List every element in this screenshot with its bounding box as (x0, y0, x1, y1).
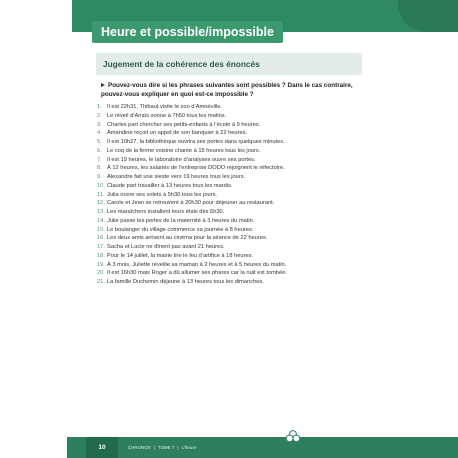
list-item: 1. Il est 22h31, Thibaut visite le zoo d’Amnéville. (97, 104, 222, 110)
list-item: 7. Il est 19 heures, le laboratoire d’analyses ouvre ses portes. (97, 156, 256, 163)
list-item: 6. Le coq de la ferme voisine chante à 15 heures tous les jours. (97, 147, 261, 154)
statement-list (97, 103, 287, 287)
question-line-1: Pouvez-vous dire si les phrases suivantes sont possibles ? Dans le cas contraire, (108, 82, 353, 89)
bullet-triangle-icon (101, 83, 105, 87)
footer-band (67, 437, 458, 458)
list-item: 14. Julie passe les portes de la maternité à 3 heures du matin. (97, 217, 255, 224)
list-item: 20. Il est 16h30 mais Roger a dû allumer ses phares car la nuit est tombée. (97, 270, 287, 277)
list-item: 10. Claude part travailler à 13 heures tous les mardis. (97, 182, 233, 189)
list-item: 17. Sacha et Lucie ne dînent pas avant 21 heures. (97, 244, 225, 250)
section-title: Jugement de la cohérence des énoncés (103, 59, 260, 69)
footer-subject: L’heure (181, 445, 197, 450)
list-item: 16. Les deux amis arrivent au cinéma pour la séance de 22 heures. (97, 235, 268, 242)
question-text (101, 81, 371, 99)
list-item: 5. Il est 10h27, la bibliothèque ouvrira ses portes dans quelques minutes. (97, 139, 285, 145)
list-item: 19. À 3 mois, Juliette réveille sa maman à 2 heures et à 5 heures du matin. (97, 261, 287, 268)
list-item: 21. La famille Duchemin déjeune à 13 heures tous les dimanches. (97, 279, 264, 285)
question-line-2: pouvez-vous expliquer en quoi est-ce impossible ? (101, 91, 254, 98)
list-item: 18. Pour le 14 juillet, la mairie tire le feu d’artifice à 18 heures. (97, 252, 254, 259)
list-item: 4. Amandine reçoit un appel de son banquier à 22 heures. (97, 130, 248, 137)
list-item: 13. Les maraîchers installent leurs étals dès 6h30. (97, 209, 225, 215)
list-item: 11. Julia ouvre ses volets à 5h30 tous les jours. (97, 191, 218, 198)
list-item: 3. Charles part chercher ses petits-enfants à l’école à 9 heures. (97, 121, 261, 128)
list-item: 2. Le réveil d’Anaïs sonne à 7h50 tous les matins. (97, 112, 227, 119)
list-item: 12. Carole et Jean se retrouvent à 20h30 pour déjeuner au restaurant. (97, 200, 275, 207)
page-number: 10 (86, 437, 118, 458)
footer-tome: TOME 7 (157, 445, 175, 450)
list-item: 15. Le boulanger du village commence sa journée à 8 heures. (97, 226, 254, 233)
footer-running-title: CHRONOS | TOME 7 | L’heure (128, 445, 197, 450)
footer-series: CHRONOS (128, 445, 151, 450)
page-title: Heure et possible/impossible (92, 21, 283, 43)
list-item: 8. À 12 heures, les salariés de l’entreprise DODO rejoignent le réfectoire. (97, 165, 285, 172)
list-item: 9. Alexandre fait une sieste vers 19 heures tous les jours. (97, 174, 246, 180)
clover-icon (285, 429, 301, 445)
